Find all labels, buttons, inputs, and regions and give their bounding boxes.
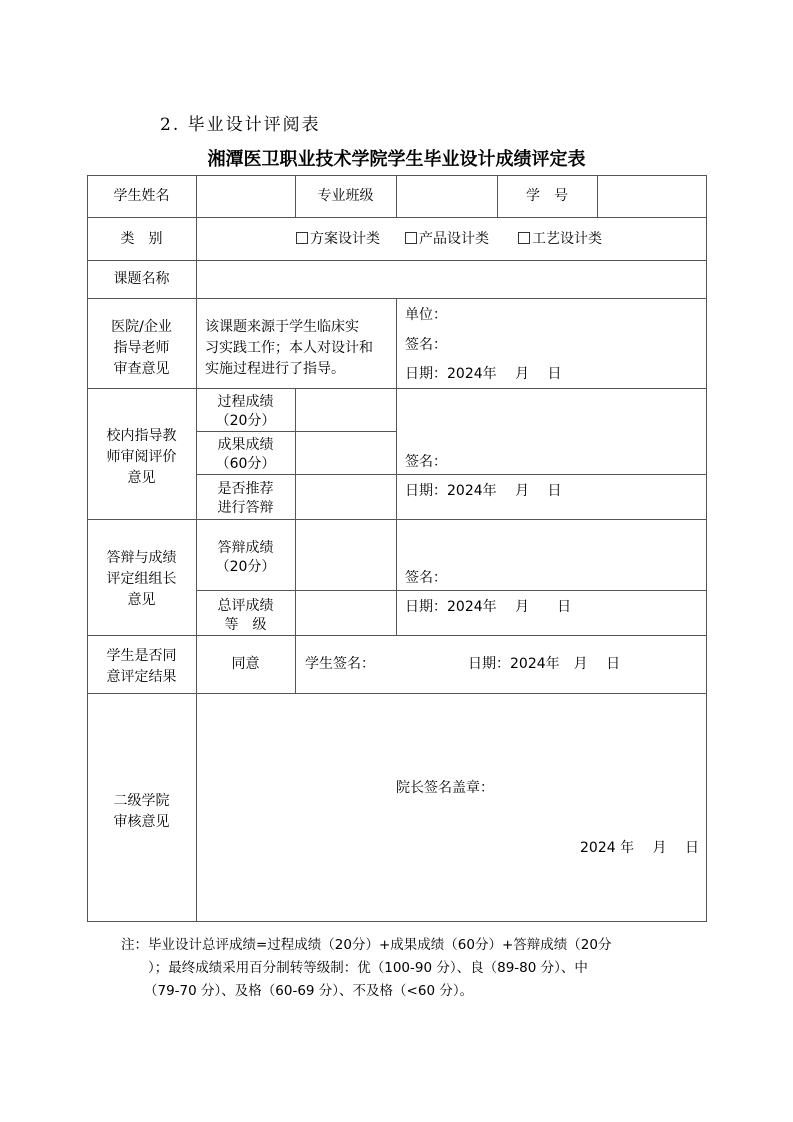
category-option-product[interactable] (405, 232, 489, 246)
label-line: 审查意见 (113, 361, 170, 377)
label-student-name: 学生姓名 (113, 188, 170, 204)
category-option-label: 方案设计类 (310, 231, 380, 247)
label-process-score (196, 393, 295, 431)
label-line: 是否推荐 (217, 481, 274, 497)
footnote (121, 934, 611, 1003)
label-student-agree (87, 646, 196, 688)
hospital-signature: 签名： (405, 337, 447, 353)
label-line: 等 级 (224, 617, 267, 633)
internal-date: 日期：2024年 月 日 (405, 483, 562, 499)
label-line: 意见 (127, 592, 156, 608)
label-line: （20分） (215, 559, 276, 575)
label-line: 答辩成绩 (217, 540, 274, 556)
label-line: 二级学院 (113, 793, 170, 809)
label-line: 评定组组长 (106, 571, 177, 587)
label-college-review (87, 791, 196, 833)
category-option-scheme[interactable] (296, 232, 380, 246)
hospital-unit: 单位： (405, 307, 447, 323)
field-major-class[interactable] (397, 176, 496, 217)
category-option-process[interactable] (518, 232, 602, 246)
label-line: （60分） (215, 456, 276, 472)
label-line: 进行答辩 (217, 500, 274, 516)
field-recommend-defense[interactable] (296, 475, 395, 519)
label-line: （20分） (215, 413, 276, 429)
field-result-score[interactable] (296, 432, 395, 474)
defense-signature: 签名： (405, 570, 447, 586)
label-recommend-defense (196, 480, 295, 518)
label-line: 意见 (127, 470, 156, 486)
dean-signature: 院长签名盖章： (396, 780, 494, 796)
label-line: 成果成绩 (217, 437, 274, 453)
field-process-score[interactable] (296, 389, 395, 431)
checkbox-icon (518, 232, 530, 244)
opinion-line: 实施过程进行了指导。 (205, 361, 345, 377)
label-hospital-supervisor (87, 317, 196, 380)
label-major-class: 专业班级 (317, 188, 374, 204)
label-line: 审核意见 (113, 814, 170, 830)
label-line: 意评定结果 (106, 669, 177, 685)
label-topic: 课题名称 (113, 271, 170, 287)
label-student-id: 学 号 (526, 188, 568, 204)
category-option-label: 产品设计类 (419, 231, 489, 247)
checkbox-icon (405, 232, 417, 244)
field-student-name[interactable] (197, 176, 294, 217)
label-total-grade (196, 597, 295, 635)
footnote-line: 注：毕业设计总评成绩=过程成绩（20分）+成果成绩（60分）+答辩成绩（20分 (121, 937, 612, 953)
form-title: 湘潭医卫职业技术学院学生毕业设计成绩评定表 (207, 149, 586, 170)
hospital-date: 日期：2024年 月 日 (405, 366, 562, 382)
opinion-line: 该课题来源于学生临床实 (205, 319, 359, 335)
field-total-grade[interactable] (296, 591, 395, 635)
category-option-label: 工艺设计类 (532, 231, 602, 247)
footnote-line: （79-70 分）、及格（60-69 分）、不及格（<60 分）。 (144, 983, 474, 999)
label-defense-panel (87, 548, 196, 611)
agree-date: 日期：2024年 月 日 (468, 656, 621, 672)
label-line: 过程成绩 (217, 394, 274, 410)
footnote-line: ）；最终成绩采用百分制转等级制：优（100-90 分）、良（89-80 分）、中 (148, 960, 588, 976)
defense-date: 日期：2024年 月 日 (405, 599, 572, 615)
label-line: 医院/企业 (111, 319, 172, 335)
hospital-opinion-text (205, 317, 373, 380)
label-line: 指导老师 (113, 340, 170, 356)
college-date: 2024 年 月 日 (580, 840, 699, 856)
label-line: 师审阅评价 (106, 449, 177, 465)
label-internal-supervisor (87, 426, 196, 489)
label-defense-score (196, 539, 295, 577)
label-result-score (196, 436, 295, 474)
label-line: 总评成绩 (217, 598, 274, 614)
label-line: 答辩与成绩 (106, 550, 177, 566)
section-heading: 2. 毕业设计评阅表 (160, 115, 321, 135)
field-topic[interactable] (197, 261, 705, 298)
field-student-id[interactable] (598, 176, 705, 217)
agree-text: 同意 (231, 656, 260, 672)
label-line: 校内指导教 (106, 428, 177, 444)
field-defense-score[interactable] (296, 520, 395, 590)
internal-signature: 签名： (405, 454, 447, 470)
student-signature: 学生签名： (305, 656, 375, 672)
label-line: 学生是否同 (106, 648, 177, 664)
checkbox-icon (296, 232, 308, 244)
opinion-line: 习实践工作；本人对设计和 (205, 340, 373, 356)
label-category: 类 别 (120, 231, 163, 247)
